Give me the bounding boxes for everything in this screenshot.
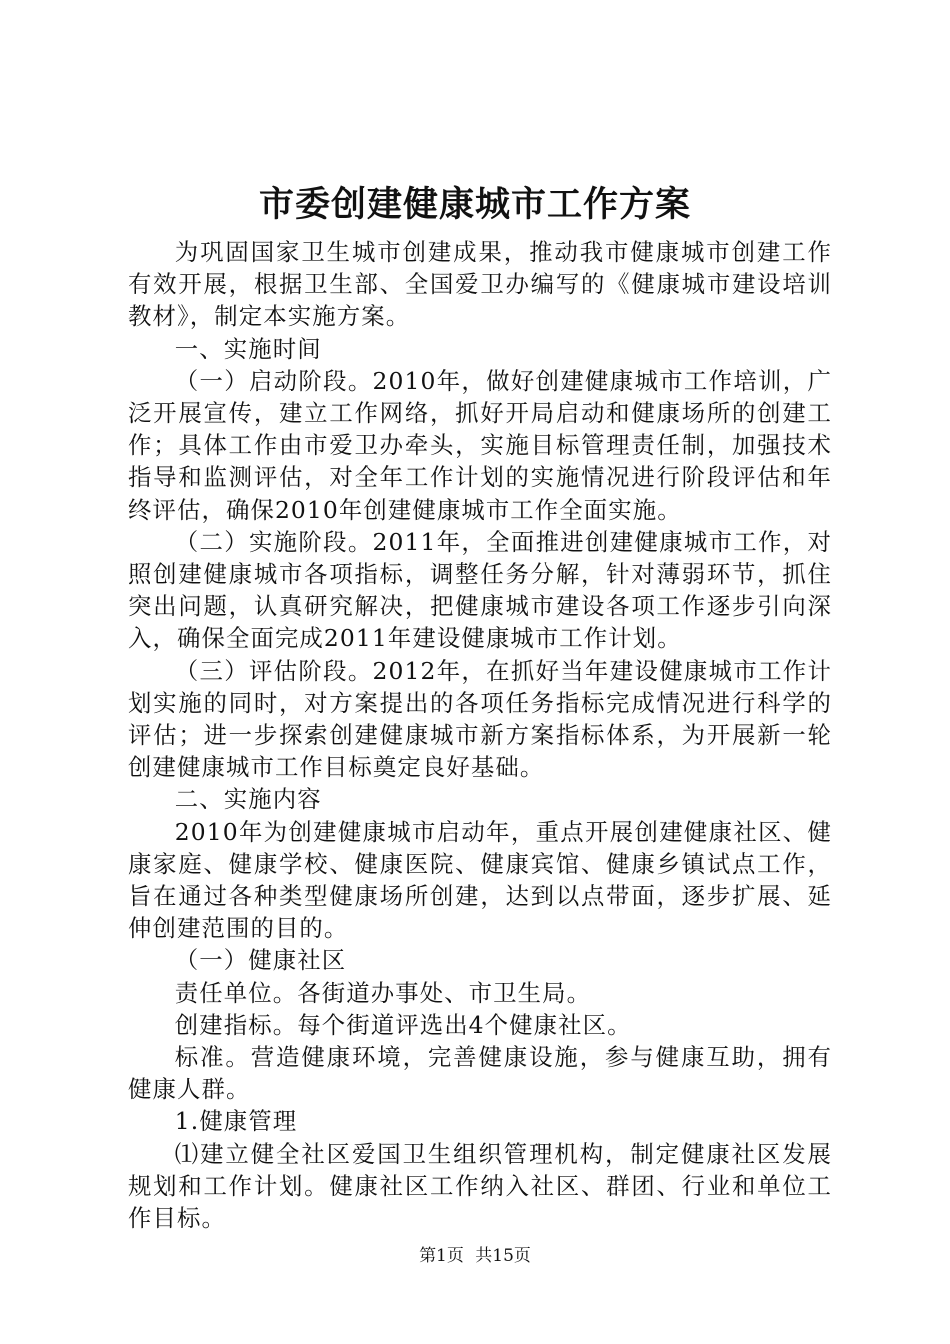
paragraph-standards: 标准。营造健康环境，完善健康设施，参与健康互助，拥有健康人群。 — [128, 1043, 832, 1104]
page-number: 第1页 — [419, 1246, 464, 1266]
paragraph-content-overview: 2010年为创建健康城市启动年，重点开展创建健康社区、健康家庭、健康学校、健康医院、健康宾馆、健康乡镇试点工作，旨在通过各种类型健康场所创建，达到以点带面，逐步扩展、延伸创建范围的目的。 — [128, 817, 832, 943]
paragraph-launch-stage: （一）启动阶段。2010年，做好创建健康城市工作培训，广泛开展宣传，建立工作网络，抓好开局启动和健康场所的创建工作；具体工作由市爱卫办牵头，实施目标管理责任制，加强技术指导和监测评估，对全年工作计划的实施情况进行阶段评估和年终评估，确保2010年创建健康城市工作全面实施。 — [128, 366, 832, 524]
paragraph-creation-indicators: 创建指标。每个街道评选出4个健康社区。 — [174, 1010, 632, 1039]
paragraph-intro: 为巩固国家卫生城市创建成果，推动我市健康城市创建工作有效开展，根据卫生部、全国爱卫办编写的《健康城市建设培训教材》，制定本实施方案。 — [128, 238, 832, 331]
heading-implementation-time: 一、实施时间 — [174, 334, 322, 363]
document-body — [128, 236, 832, 1234]
heading-healthy-community: （一）健康社区 — [174, 946, 347, 975]
page-footer — [0, 1244, 950, 1268]
heading-implementation-content: 二、实施内容 — [174, 785, 322, 814]
paragraph-implementation-stage: （二）实施阶段。2011年，全面推进创建健康城市工作，对照创建健康城市各项指标，调整任务分解，针对薄弱环节，抓住突出问题，认真研究解决，把健康城市建设各项工作逐步引向深入，确保全面完成2011年建设健康城市工作计划。 — [128, 527, 832, 653]
paragraph-responsible-units: 责任单位。各街道办事处、市卫生局。 — [174, 978, 592, 1007]
heading-health-management: 1.健康管理 — [174, 1107, 298, 1136]
page-total: 共15页 — [475, 1246, 531, 1266]
paragraph-evaluation-stage: （三）评估阶段。2012年，在抓好当年建设健康城市工作计划实施的同时，对方案提出的各项任务指标完成情况进行科学的评估；进一步探索创建健康城市新方案指标体系，为开展新一轮创建健康城市工作目标奠定良好基础。 — [128, 656, 832, 782]
paragraph-management-item-1: ⑴建立健全社区爱国卫生组织管理机构，制定健康社区发展规划和工作计划。健康社区工作纳入社区、群团、行业和单位工作目标。 — [128, 1139, 832, 1233]
document-title: 市委创建健康城市工作方案 — [258, 184, 691, 225]
